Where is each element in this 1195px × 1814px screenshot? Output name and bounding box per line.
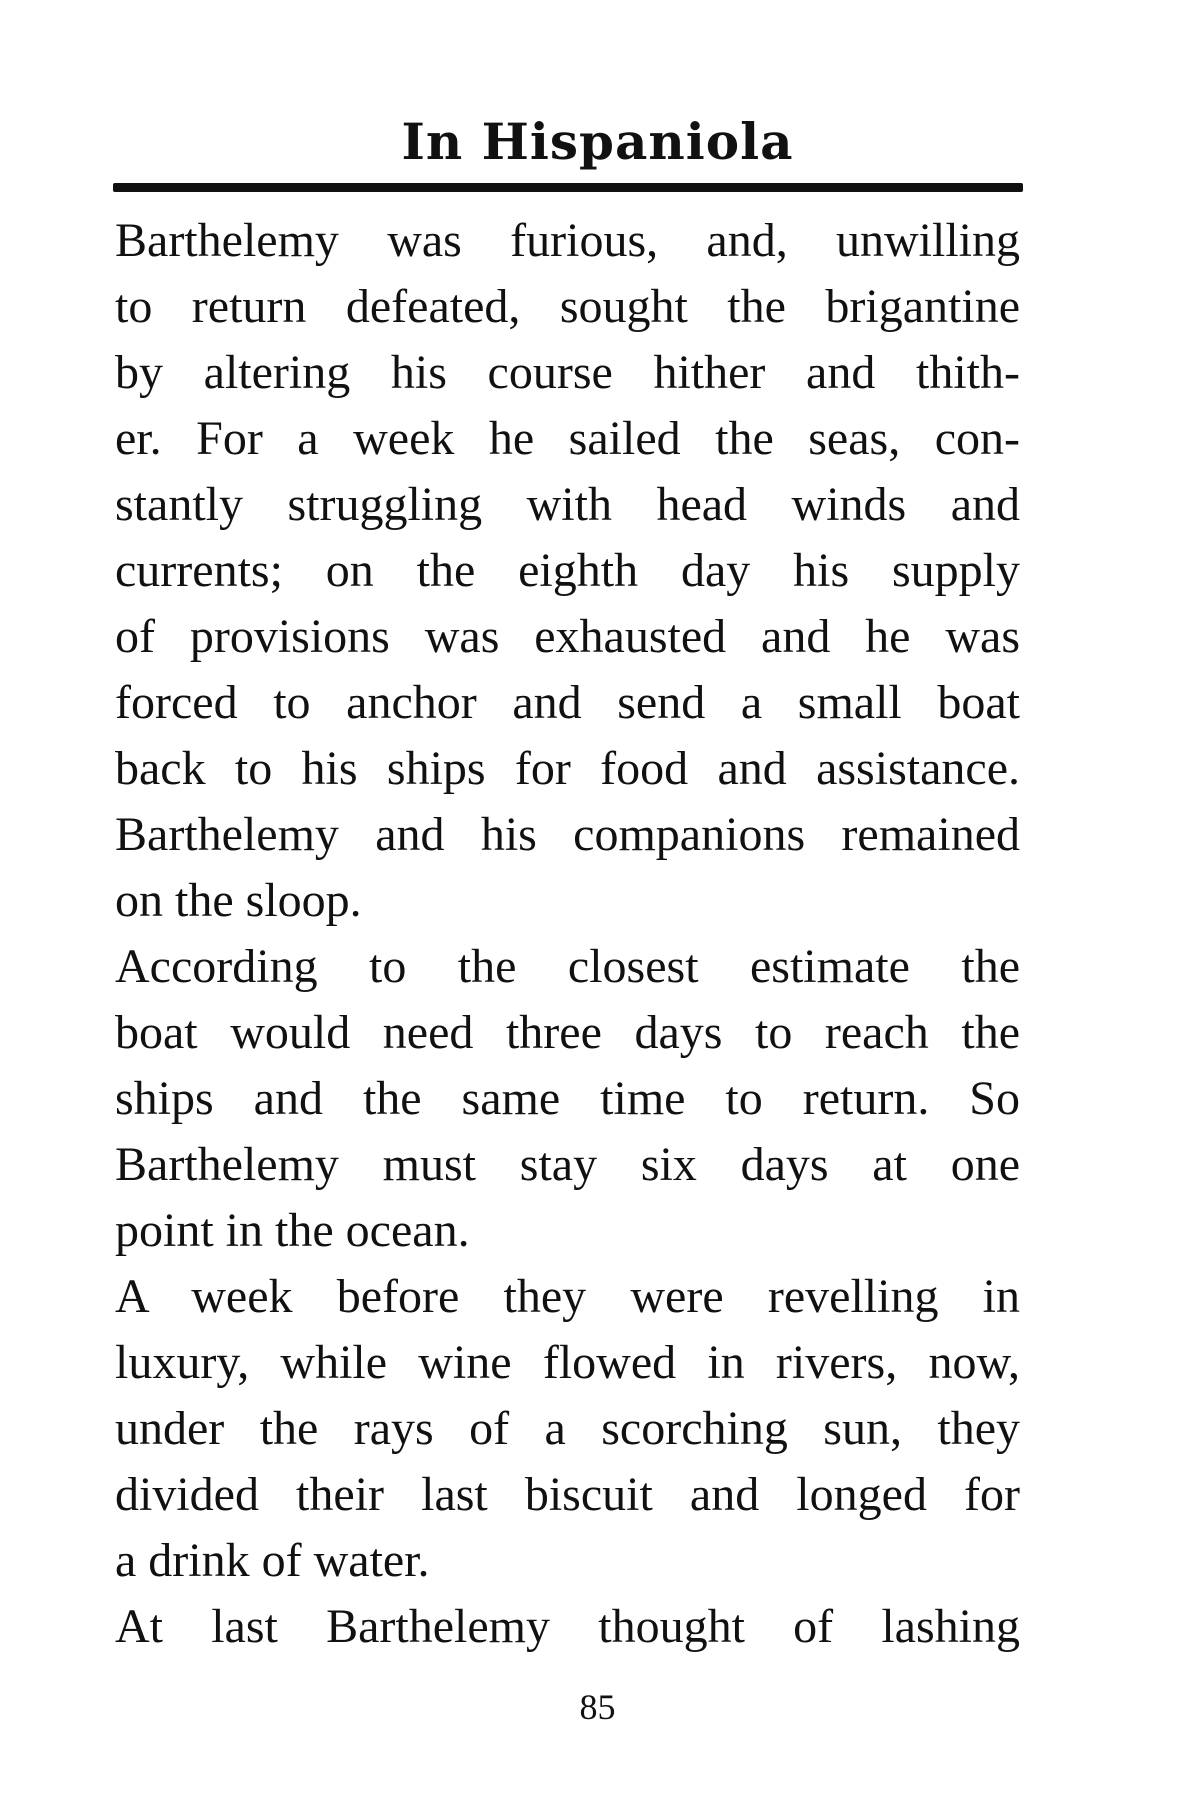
text-line: Barthelemy must stay six days at one xyxy=(115,1138,1020,1191)
text-line: ships and the same time to return. So xyxy=(115,1072,1020,1125)
text-line: Barthelemy was furious, and, unwilling xyxy=(115,214,1020,267)
text-line: on the sloop. xyxy=(115,874,362,927)
text-line: point in the ocean. xyxy=(115,1204,470,1257)
text-line: A week before they were revelling in xyxy=(115,1270,1020,1323)
running-head: In Hispaniola xyxy=(401,112,794,171)
text-line: stantly struggling with head winds and xyxy=(115,478,1020,531)
text-line: under the rays of a scorching sun, they xyxy=(115,1402,1020,1455)
text-line: currents; on the eighth day his supply xyxy=(115,544,1020,597)
text-line: er. For a week he sailed the seas, con- xyxy=(115,412,1020,465)
text-line: forced to anchor and send a small boat xyxy=(115,676,1020,729)
text-line: divided their last biscuit and longed for xyxy=(115,1468,1020,1521)
text-line: boat would need three days to reach the xyxy=(115,1006,1020,1059)
body-text xyxy=(115,208,1020,1660)
text-line: of provisions was exhausted and he was xyxy=(115,610,1020,663)
page-number: 85 xyxy=(579,1687,616,1727)
text-line: back to his ships for food and assistance. xyxy=(115,742,1020,795)
text-line: Barthelemy and his companions remained xyxy=(115,808,1020,861)
text-line: to return defeated, sought the brigantine xyxy=(115,280,1020,333)
text-line: luxury, while wine flowed in rivers, now, xyxy=(115,1336,1020,1389)
header-rule xyxy=(113,183,1023,192)
text-line: a drink of water. xyxy=(115,1534,430,1587)
text-line: by altering his course hither and thith- xyxy=(115,346,1020,399)
text-line: According to the closest estimate the xyxy=(115,940,1020,993)
text-line: At last Barthelemy thought of lashing xyxy=(115,1600,1020,1653)
